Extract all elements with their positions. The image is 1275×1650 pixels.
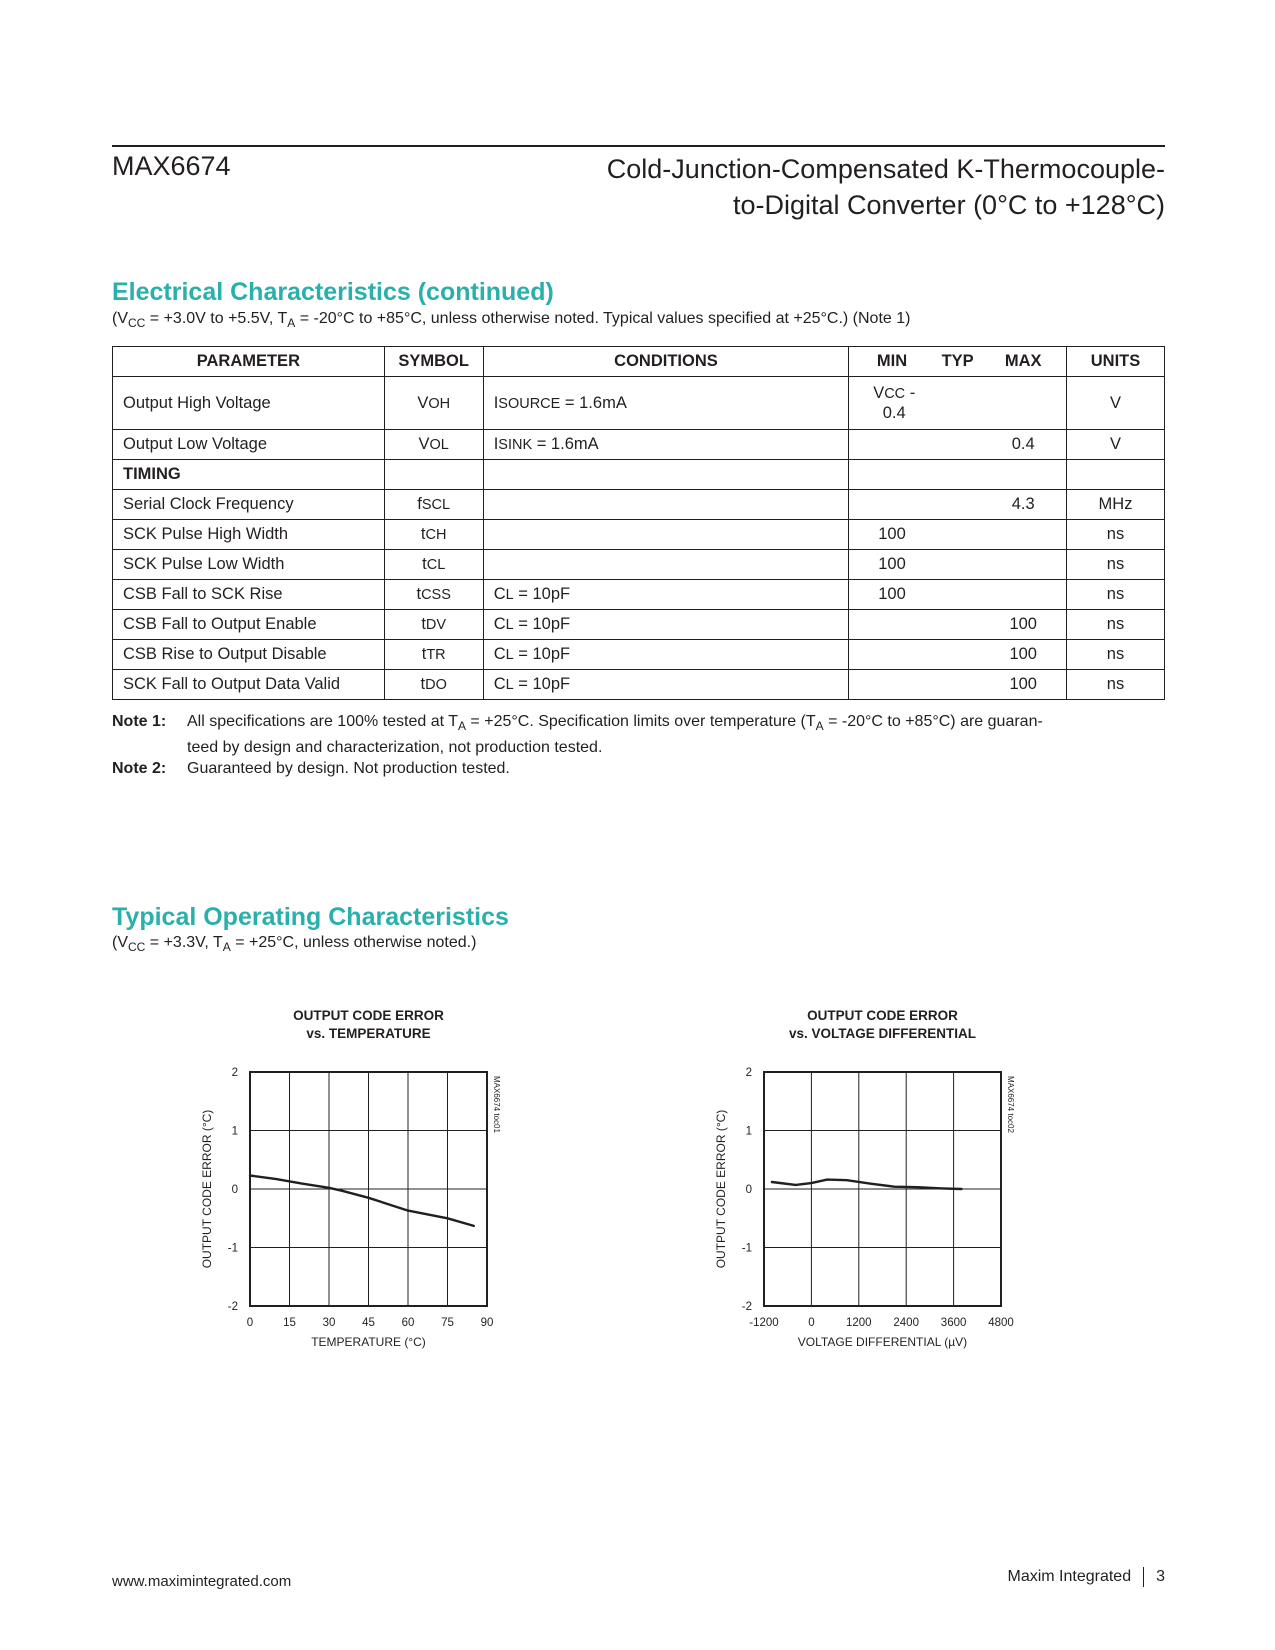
col-symbol: SYMBOL [384, 347, 483, 377]
max-value: 100 [1009, 675, 1037, 693]
param-cell: CSB Fall to Output Enable [113, 610, 385, 640]
symbol-cell [384, 580, 483, 610]
x-tick-label: 45 [362, 1317, 375, 1329]
chart-title: OUTPUT CODE ERROR [807, 1008, 958, 1023]
sym-sub: TR [426, 647, 446, 663]
min-value [859, 384, 929, 423]
min-value [859, 645, 925, 664]
sym-sub: OH [428, 395, 451, 412]
cond-sub: L [505, 647, 514, 663]
table-row [113, 670, 1165, 700]
typ-value [925, 495, 991, 514]
cond-rest: = 10pF [513, 645, 571, 663]
x-tick-label: 3600 [940, 1317, 967, 1329]
units-cell: ns [1067, 550, 1165, 580]
footer-url[interactable]: www.maximintegrated.com [112, 1573, 292, 1590]
cond-sub: CC [128, 940, 146, 954]
x-tick-label: 90 [480, 1317, 494, 1329]
col-typ: TYP [941, 352, 974, 370]
max-value: 4.3 [1011, 495, 1035, 513]
conditions-cell [483, 670, 849, 700]
footer-right [1007, 1567, 1165, 1587]
min-typ-max-cell [849, 580, 1067, 610]
x-axis-label: VOLTAGE DIFFERENTIAL (µV) [797, 1335, 968, 1349]
col-max: MAX [1004, 352, 1042, 370]
x-tick-label: 15 [283, 1317, 296, 1329]
chart-subtitle: vs. TEMPERATURE [306, 1026, 431, 1041]
note-sub: A [815, 719, 824, 733]
title-line-1: Cold-Junction-Compensated K-Thermocouple- [606, 154, 1165, 184]
table-row [113, 550, 1165, 580]
symbol-cell [384, 430, 483, 460]
empty-cell [849, 460, 1067, 490]
x-tick-label: 0 [808, 1317, 815, 1329]
min-value: 100 [878, 525, 906, 543]
note-1-label: Note 1: [112, 713, 167, 730]
min-typ-max-cell [849, 550, 1067, 580]
empty-cell [1067, 460, 1165, 490]
typical-section-title: Typical Operating Characteristics [112, 903, 509, 931]
y-tick-label: 1 [745, 1125, 752, 1138]
x-tick-label: 1200 [846, 1317, 872, 1329]
max-value: 100 [1009, 645, 1037, 663]
cond-sub: L [505, 677, 514, 693]
max-value [993, 384, 1056, 423]
sym-main: V [418, 435, 430, 453]
conditions-cell [483, 377, 849, 430]
symbol-cell [384, 640, 483, 670]
units-cell: ns [1067, 670, 1165, 700]
x-tick-label: 2400 [893, 1317, 919, 1329]
units-cell: ns [1067, 640, 1165, 670]
cond-text: = -20°C to +85°C, unless otherwise noted. Typical values specified at +25°C.) (Note 1) [295, 310, 911, 327]
typ-value [925, 615, 991, 634]
chart-svg [712, 1000, 1172, 1360]
footer-company: Maxim Integrated [1007, 1568, 1132, 1585]
note-1 [112, 711, 1165, 758]
chart-svg [198, 1000, 658, 1360]
chart-error-vs-voltage [712, 1000, 1172, 1360]
x-tick-label: 60 [401, 1317, 415, 1329]
symbol-cell [384, 550, 483, 580]
param-cell: SCK Pulse Low Width [113, 550, 385, 580]
min-main: V [873, 383, 885, 402]
empty-cell [384, 460, 483, 490]
chart-title: OUTPUT CODE ERROR [293, 1008, 444, 1023]
min-typ-max-cell [849, 610, 1067, 640]
sym-sub: CL [426, 557, 446, 573]
param-cell: Output Low Voltage [113, 430, 385, 460]
param-cell: Output High Voltage [113, 377, 385, 430]
section-heading-cell: TIMING [113, 460, 385, 490]
note-1-text [187, 711, 1043, 758]
cond-text: = +3.3V, T [145, 934, 223, 951]
max-value [990, 525, 1056, 544]
col-conditions: CONDITIONS [483, 347, 849, 377]
cond-rest: = 10pF [513, 675, 571, 693]
x-axis-label: TEMPERATURE (°C) [311, 1335, 426, 1349]
cond-sub: L [505, 587, 514, 603]
conditions-cell [483, 640, 849, 670]
cond-sub: A [222, 940, 231, 954]
x-tick-label: 0 [246, 1317, 254, 1329]
max-value: 0.4 [1011, 435, 1035, 453]
series-line [772, 1180, 962, 1189]
sym-main: t [421, 645, 427, 663]
typ-value [925, 675, 991, 694]
typ-value [925, 435, 991, 454]
typ-value [925, 645, 991, 664]
cond-text: (V [112, 934, 128, 951]
sym-main: t [420, 525, 426, 543]
sym-sub: DV [425, 617, 447, 633]
y-axis-label: OUTPUT CODE ERROR (°C) [200, 1109, 214, 1269]
table-row [113, 460, 1165, 490]
x-tick-label: -1200 [749, 1317, 779, 1329]
conditions-cell [483, 490, 849, 520]
cond-main: C [493, 675, 506, 693]
cond-rest: = 1.6mA [560, 393, 627, 412]
cond-sub: CC [128, 316, 146, 330]
symbol-cell [384, 490, 483, 520]
footer-divider [1143, 1567, 1144, 1587]
sym-main: V [417, 393, 429, 412]
table-row [113, 490, 1165, 520]
units-cell: V [1067, 377, 1165, 430]
x-tick-label: 75 [441, 1317, 454, 1329]
conditions-cell [483, 520, 849, 550]
min-value: 100 [878, 585, 906, 603]
cond-sub: L [505, 617, 514, 633]
max-value: 100 [1009, 615, 1037, 633]
min-value: 100 [878, 555, 906, 573]
min-rest: - [905, 383, 916, 402]
units-cell: MHz [1067, 490, 1165, 520]
max-value [990, 555, 1056, 574]
cond-sub: A [287, 316, 296, 330]
x-tick-label: 4800 [988, 1317, 1014, 1329]
cond-main: C [493, 585, 506, 603]
units-cell: V [1067, 430, 1165, 460]
sym-main: t [421, 615, 426, 633]
cond-rest: = 10pF [513, 615, 571, 633]
note-2 [112, 758, 1165, 779]
min-num: 0.4 [882, 403, 906, 422]
cond-text: = +25°C, unless otherwise noted.) [230, 934, 477, 951]
y-tick-label: 2 [231, 1067, 238, 1079]
sym-main: t [416, 585, 422, 603]
min-typ-max-cell [849, 490, 1067, 520]
sym-sub: SCL [421, 497, 451, 513]
cond-rest: = 10pF [513, 585, 571, 603]
y-tick-label: 2 [745, 1067, 752, 1079]
min-typ-max-cell [849, 640, 1067, 670]
conditions-cell [483, 610, 849, 640]
note-text: = +25°C. Specification limits over temperature (T [465, 713, 816, 730]
typ-value [929, 384, 992, 423]
y-tick-label: 0 [745, 1184, 752, 1196]
chart-subtitle: vs. VOLTAGE DIFFERENTIAL [788, 1026, 977, 1041]
cond-main: I [493, 393, 499, 412]
min-typ-max-cell [849, 430, 1067, 460]
part-number: MAX6674 [112, 151, 231, 181]
conditions-cell [483, 580, 849, 610]
units-cell: ns [1067, 580, 1165, 610]
table-row [113, 520, 1165, 550]
y-tick-label: 1 [231, 1125, 238, 1138]
y-tick-label: -2 [741, 1301, 752, 1313]
table-row [113, 580, 1165, 610]
cond-sub: SOURCE [498, 395, 561, 412]
notes [112, 711, 1165, 779]
typ-value [925, 585, 991, 604]
table-header-row [113, 347, 1165, 377]
min-sub: CC [884, 385, 906, 402]
page-number: 3 [1156, 1568, 1165, 1585]
param-cell: CSB Rise to Output Disable [113, 640, 385, 670]
figure-tag: MAX6674 toc02 [1006, 1076, 1015, 1133]
header-rule [112, 145, 1165, 147]
min-value [859, 495, 925, 514]
sym-main: t [422, 555, 427, 573]
conditions-cell [483, 550, 849, 580]
param-cell: SCK Pulse High Width [113, 520, 385, 550]
table-row [113, 640, 1165, 670]
min-typ-max-cell [849, 670, 1067, 700]
min-value [859, 435, 925, 454]
col-parameter: PARAMETER [113, 347, 385, 377]
param-cell: CSB Fall to SCK Rise [113, 580, 385, 610]
cond-main: C [493, 615, 506, 633]
cond-main: C [493, 645, 506, 663]
typical-conditions [112, 934, 476, 954]
symbol-cell [384, 377, 483, 430]
cond-text: (V [112, 310, 128, 327]
min-typ-max-cell [849, 377, 1067, 430]
note-text: All specifications are 100% tested at T [187, 713, 458, 730]
document-title [607, 151, 1165, 223]
min-value [859, 615, 925, 634]
y-axis-label: OUTPUT CODE ERROR (°C) [714, 1109, 728, 1269]
series-line [250, 1176, 474, 1226]
units-cell: ns [1067, 520, 1165, 550]
typ-value [925, 525, 991, 544]
min-typ-max-cell [849, 520, 1067, 550]
note-sub: A [457, 719, 466, 733]
y-tick-label: -2 [227, 1301, 238, 1313]
typ-value [925, 555, 991, 574]
sym-sub: CSS [421, 587, 451, 603]
cond-text: = +3.0V to +5.5V, T [145, 310, 288, 327]
note-text: = -20°C to +85°C) are guaran- [823, 713, 1043, 730]
y-tick-label: -1 [741, 1242, 752, 1255]
electrical-conditions [112, 310, 910, 330]
cond-sub: SINK [498, 437, 533, 453]
symbol-cell [384, 670, 483, 700]
param-cell: SCK Fall to Output Data Valid [113, 670, 385, 700]
col-min: MIN [876, 352, 908, 370]
sym-sub: CH [425, 527, 447, 543]
symbol-cell [384, 610, 483, 640]
max-value [990, 585, 1056, 604]
note-2-text: Guaranteed by design. Not production tested. [187, 760, 510, 777]
cond-main: I [493, 435, 499, 453]
note-2-label: Note 2: [112, 760, 167, 777]
col-units: UNITS [1067, 347, 1165, 377]
note-text: teed by design and characterization, not production tested. [187, 739, 603, 756]
y-tick-label: 0 [231, 1184, 238, 1196]
spec-table [112, 346, 1165, 700]
param-cell: Serial Clock Frequency [113, 490, 385, 520]
col-min-typ-max [849, 347, 1067, 377]
electrical-section-title: Electrical Characteristics (continued) [112, 278, 554, 306]
conditions-cell [483, 430, 849, 460]
table-row [113, 430, 1165, 460]
table-row [113, 377, 1165, 430]
sym-main: f [417, 495, 422, 513]
figure-tag: MAX6674 toc01 [492, 1076, 501, 1133]
sym-sub: DO [425, 677, 447, 693]
y-tick-label: -1 [227, 1242, 238, 1255]
chart-error-vs-temperature [198, 1000, 658, 1360]
symbol-cell [384, 520, 483, 550]
x-tick-label: 30 [322, 1317, 336, 1329]
sym-sub: OL [429, 437, 449, 453]
table-row [113, 610, 1165, 640]
title-line-2: to-Digital Converter (0°C to +128°C) [732, 190, 1165, 220]
min-value [859, 675, 925, 694]
units-cell: ns [1067, 610, 1165, 640]
cond-rest: = 1.6mA [532, 435, 599, 453]
empty-cell [483, 460, 849, 490]
sym-main: t [420, 675, 426, 693]
